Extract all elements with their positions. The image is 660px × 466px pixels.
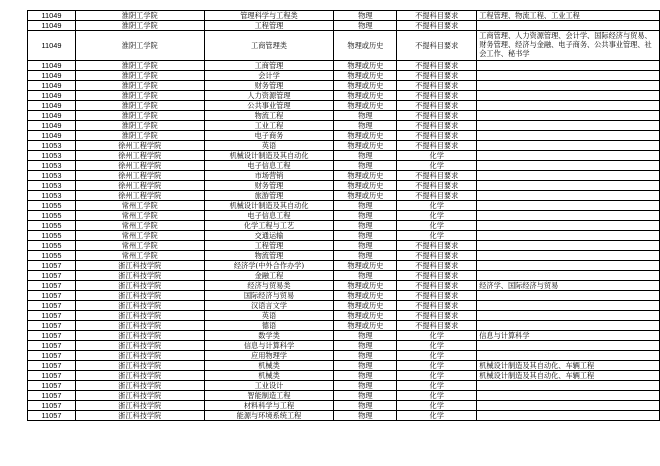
school-code-cell: 11049 [28, 121, 76, 131]
school-name-cell: 常州工学院 [75, 231, 204, 241]
table-row [28, 301, 660, 311]
school-code-cell: 11057 [28, 361, 76, 371]
school-code-cell: 11049 [28, 101, 76, 111]
major-name-cell: 物流管理 [204, 251, 334, 261]
included-majors-cell [477, 351, 660, 361]
table-row [28, 171, 660, 181]
table-row [28, 231, 660, 241]
included-majors-cell: 机械设计制造及其自动化、车辆工程 [477, 371, 660, 381]
included-majors-cell [477, 201, 660, 211]
school-code-cell: 11049 [28, 131, 76, 141]
school-code-cell: 11049 [28, 31, 76, 61]
primary-subject-cell: 物理或历史 [334, 61, 397, 71]
school-code-cell: 11057 [28, 351, 76, 361]
primary-subject-cell: 物理或历史 [334, 171, 397, 181]
school-name-cell: 浙江科技学院 [75, 371, 204, 381]
table-row [28, 211, 660, 221]
included-majors-cell [477, 151, 660, 161]
school-name-cell: 浙江科技学院 [75, 291, 204, 301]
included-majors-cell [477, 321, 660, 331]
school-name-cell: 浙江科技学院 [75, 351, 204, 361]
major-name-cell: 机械类 [204, 371, 334, 381]
school-code-cell: 11055 [28, 251, 76, 261]
included-majors-cell [477, 111, 660, 121]
major-name-cell: 智能制造工程 [204, 391, 334, 401]
major-name-cell: 德语 [204, 321, 334, 331]
primary-subject-cell: 物理或历史 [334, 321, 397, 331]
secondary-subject-cell: 不提科目要求 [397, 91, 477, 101]
major-name-cell: 金融工程 [204, 271, 334, 281]
admission-requirements-table [27, 10, 660, 421]
included-majors-cell [477, 301, 660, 311]
primary-subject-cell: 物理 [334, 121, 397, 131]
major-name-cell: 信息与计算科学 [204, 341, 334, 351]
school-name-cell: 常州工学院 [75, 211, 204, 221]
included-majors-cell [477, 311, 660, 321]
secondary-subject-cell: 化学 [397, 361, 477, 371]
included-majors-cell [477, 131, 660, 141]
included-majors-cell [477, 181, 660, 191]
school-name-cell: 浙江科技学院 [75, 281, 204, 291]
primary-subject-cell: 物理 [334, 381, 397, 391]
major-name-cell: 数学类 [204, 331, 334, 341]
included-majors-cell [477, 191, 660, 201]
school-name-cell: 浙江科技学院 [75, 321, 204, 331]
secondary-subject-cell: 不提科目要求 [397, 301, 477, 311]
secondary-subject-cell: 化学 [397, 211, 477, 221]
primary-subject-cell: 物理或历史 [334, 291, 397, 301]
primary-subject-cell: 物理 [334, 11, 397, 21]
school-name-cell: 徐州工程学院 [75, 191, 204, 201]
major-name-cell: 机械设计制造及其自动化 [204, 151, 334, 161]
secondary-subject-cell: 化学 [397, 331, 477, 341]
major-name-cell: 交通运输 [204, 231, 334, 241]
secondary-subject-cell: 不提科目要求 [397, 121, 477, 131]
school-name-cell: 淮阴工学院 [75, 71, 204, 81]
school-name-cell: 浙江科技学院 [75, 301, 204, 311]
major-name-cell: 化学工程与工艺 [204, 221, 334, 231]
secondary-subject-cell: 不提科目要求 [397, 131, 477, 141]
table-row [28, 281, 660, 291]
school-code-cell: 11057 [28, 381, 76, 391]
included-majors-cell: 机械设计制造及其自动化、车辆工程 [477, 361, 660, 371]
school-name-cell: 常州工学院 [75, 241, 204, 251]
table-row [28, 291, 660, 301]
school-code-cell: 11049 [28, 111, 76, 121]
major-name-cell: 英语 [204, 311, 334, 321]
table-row [28, 61, 660, 71]
major-name-cell: 英语 [204, 141, 334, 151]
table-row [28, 361, 660, 371]
school-code-cell: 11057 [28, 341, 76, 351]
included-majors-cell [477, 411, 660, 421]
school-code-cell: 11057 [28, 391, 76, 401]
included-majors-cell [477, 21, 660, 31]
school-code-cell: 11055 [28, 241, 76, 251]
secondary-subject-cell: 化学 [397, 371, 477, 381]
table-row [28, 271, 660, 281]
primary-subject-cell: 物理 [334, 331, 397, 341]
secondary-subject-cell: 不提科目要求 [397, 321, 477, 331]
primary-subject-cell: 物理 [334, 251, 397, 261]
table-row [28, 201, 660, 211]
school-code-cell: 11057 [28, 411, 76, 421]
primary-subject-cell: 物理或历史 [334, 301, 397, 311]
secondary-subject-cell: 化学 [397, 381, 477, 391]
school-name-cell: 浙江科技学院 [75, 331, 204, 341]
school-code-cell: 11053 [28, 151, 76, 161]
major-name-cell: 工商管理 [204, 61, 334, 71]
included-majors-cell [477, 101, 660, 111]
major-name-cell: 旅游管理 [204, 191, 334, 201]
primary-subject-cell: 物理 [334, 241, 397, 251]
school-code-cell: 11053 [28, 171, 76, 181]
secondary-subject-cell: 不提科目要求 [397, 101, 477, 111]
secondary-subject-cell: 不提科目要求 [397, 141, 477, 151]
table-row [28, 411, 660, 421]
primary-subject-cell: 物理或历史 [334, 261, 397, 271]
school-code-cell: 11057 [28, 371, 76, 381]
school-code-cell: 11055 [28, 211, 76, 221]
secondary-subject-cell: 化学 [397, 201, 477, 211]
table-row [28, 21, 660, 31]
major-name-cell: 财务管理 [204, 81, 334, 91]
primary-subject-cell: 物理 [334, 271, 397, 281]
school-name-cell: 淮阴工学院 [75, 31, 204, 61]
major-name-cell: 市场营销 [204, 171, 334, 181]
table-row [28, 221, 660, 231]
secondary-subject-cell: 不提科目要求 [397, 61, 477, 71]
table-row [28, 401, 660, 411]
school-code-cell: 11057 [28, 291, 76, 301]
secondary-subject-cell: 不提科目要求 [397, 181, 477, 191]
secondary-subject-cell: 不提科目要求 [397, 311, 477, 321]
primary-subject-cell: 物理 [334, 411, 397, 421]
major-name-cell: 国际经济与贸易 [204, 291, 334, 301]
primary-subject-cell: 物理 [334, 351, 397, 361]
table-row [28, 81, 660, 91]
school-name-cell: 淮阴工学院 [75, 101, 204, 111]
secondary-subject-cell: 不提科目要求 [397, 261, 477, 271]
included-majors-cell: 工程管理、物流工程、工业工程 [477, 11, 660, 21]
table-row [28, 391, 660, 401]
school-name-cell: 淮阴工学院 [75, 11, 204, 21]
included-majors-cell [477, 161, 660, 171]
table-row [28, 101, 660, 111]
major-name-cell: 机械类 [204, 361, 334, 371]
table-row [28, 31, 660, 61]
school-name-cell: 徐州工程学院 [75, 171, 204, 181]
major-name-cell: 管理科学与工程类 [204, 11, 334, 21]
school-name-cell: 常州工学院 [75, 251, 204, 261]
table-row [28, 71, 660, 81]
major-name-cell: 材料科学与工程 [204, 401, 334, 411]
included-majors-cell [477, 291, 660, 301]
school-name-cell: 徐州工程学院 [75, 181, 204, 191]
secondary-subject-cell: 化学 [397, 341, 477, 351]
secondary-subject-cell: 化学 [397, 231, 477, 241]
major-name-cell: 工业设计 [204, 381, 334, 391]
secondary-subject-cell: 化学 [397, 161, 477, 171]
school-name-cell: 淮阴工学院 [75, 61, 204, 71]
school-code-cell: 11049 [28, 71, 76, 81]
school-code-cell: 11057 [28, 331, 76, 341]
secondary-subject-cell: 不提科目要求 [397, 251, 477, 261]
primary-subject-cell: 物理或历史 [334, 311, 397, 321]
primary-subject-cell: 物理 [334, 341, 397, 351]
secondary-subject-cell: 不提科目要求 [397, 31, 477, 61]
primary-subject-cell: 物理 [334, 401, 397, 411]
school-name-cell: 淮阴工学院 [75, 91, 204, 101]
school-code-cell: 11057 [28, 321, 76, 331]
secondary-subject-cell: 化学 [397, 401, 477, 411]
table-row [28, 241, 660, 251]
primary-subject-cell: 物理 [334, 201, 397, 211]
school-name-cell: 浙江科技学院 [75, 381, 204, 391]
secondary-subject-cell: 不提科目要求 [397, 21, 477, 31]
school-name-cell: 浙江科技学院 [75, 341, 204, 351]
table-row [28, 371, 660, 381]
table-row [28, 141, 660, 151]
primary-subject-cell: 物理或历史 [334, 71, 397, 81]
table-row [28, 91, 660, 101]
major-name-cell: 工商管理类 [204, 31, 334, 61]
secondary-subject-cell: 不提科目要求 [397, 171, 477, 181]
major-name-cell: 电子信息工程 [204, 161, 334, 171]
table-row [28, 381, 660, 391]
school-code-cell: 11055 [28, 231, 76, 241]
primary-subject-cell: 物理 [334, 221, 397, 231]
school-code-cell: 11049 [28, 11, 76, 21]
school-code-cell: 11057 [28, 271, 76, 281]
primary-subject-cell: 物理或历史 [334, 81, 397, 91]
primary-subject-cell: 物理 [334, 211, 397, 221]
school-code-cell: 11057 [28, 401, 76, 411]
school-name-cell: 常州工学院 [75, 221, 204, 231]
school-name-cell: 浙江科技学院 [75, 311, 204, 321]
included-majors-cell [477, 121, 660, 131]
included-majors-cell [477, 71, 660, 81]
primary-subject-cell: 物理或历史 [334, 181, 397, 191]
school-name-cell: 淮阴工学院 [75, 131, 204, 141]
primary-subject-cell: 物理或历史 [334, 131, 397, 141]
school-code-cell: 11057 [28, 311, 76, 321]
school-name-cell: 浙江科技学院 [75, 271, 204, 281]
table-row [28, 191, 660, 201]
major-name-cell: 电子商务 [204, 131, 334, 141]
school-code-cell: 11053 [28, 191, 76, 201]
table-row [28, 151, 660, 161]
school-name-cell: 浙江科技学院 [75, 361, 204, 371]
primary-subject-cell: 物理 [334, 151, 397, 161]
primary-subject-cell: 物理或历史 [334, 281, 397, 291]
school-name-cell: 常州工学院 [75, 201, 204, 211]
primary-subject-cell: 物理或历史 [334, 191, 397, 201]
primary-subject-cell: 物理或历史 [334, 101, 397, 111]
school-code-cell: 11057 [28, 281, 76, 291]
school-code-cell: 11049 [28, 21, 76, 31]
secondary-subject-cell: 化学 [397, 351, 477, 361]
primary-subject-cell: 物理 [334, 111, 397, 121]
major-name-cell: 应用物理学 [204, 351, 334, 361]
major-name-cell: 机械设计制造及其自动化 [204, 201, 334, 211]
table-row [28, 121, 660, 131]
school-name-cell: 淮阴工学院 [75, 21, 204, 31]
included-majors-cell [477, 251, 660, 261]
included-majors-cell [477, 241, 660, 251]
secondary-subject-cell: 不提科目要求 [397, 281, 477, 291]
table-row [28, 261, 660, 271]
school-name-cell: 徐州工程学院 [75, 151, 204, 161]
secondary-subject-cell: 化学 [397, 411, 477, 421]
included-majors-cell: 经济学、国际经济与贸易 [477, 281, 660, 291]
school-code-cell: 11049 [28, 61, 76, 71]
secondary-subject-cell: 不提科目要求 [397, 191, 477, 201]
included-majors-cell [477, 221, 660, 231]
secondary-subject-cell: 化学 [397, 391, 477, 401]
table-row [28, 11, 660, 21]
secondary-subject-cell: 不提科目要求 [397, 241, 477, 251]
school-name-cell: 浙江科技学院 [75, 261, 204, 271]
school-name-cell: 淮阴工学院 [75, 121, 204, 131]
major-name-cell: 财务管理 [204, 181, 334, 191]
school-code-cell: 11053 [28, 181, 76, 191]
school-name-cell: 浙江科技学院 [75, 391, 204, 401]
school-code-cell: 11053 [28, 141, 76, 151]
major-name-cell: 汉语言文学 [204, 301, 334, 311]
school-code-cell: 11055 [28, 221, 76, 231]
school-code-cell: 11049 [28, 91, 76, 101]
included-majors-cell [477, 81, 660, 91]
table-row [28, 131, 660, 141]
included-majors-cell [477, 91, 660, 101]
secondary-subject-cell: 不提科目要求 [397, 81, 477, 91]
primary-subject-cell: 物理或历史 [334, 141, 397, 151]
included-majors-cell: 信息与计算科学 [477, 331, 660, 341]
school-code-cell: 11057 [28, 261, 76, 271]
major-name-cell: 工业工程 [204, 121, 334, 131]
secondary-subject-cell: 不提科目要求 [397, 291, 477, 301]
major-name-cell: 电子信息工程 [204, 211, 334, 221]
school-code-cell: 11055 [28, 201, 76, 211]
secondary-subject-cell: 不提科目要求 [397, 111, 477, 121]
primary-subject-cell: 物理 [334, 371, 397, 381]
school-name-cell: 浙江科技学院 [75, 401, 204, 411]
major-name-cell: 经济学(中外合作办学) [204, 261, 334, 271]
included-majors-cell [477, 381, 660, 391]
secondary-subject-cell: 不提科目要求 [397, 71, 477, 81]
major-name-cell: 经济与贸易类 [204, 281, 334, 291]
table-row [28, 161, 660, 171]
major-name-cell: 会计学 [204, 71, 334, 81]
included-majors-cell [477, 211, 660, 221]
secondary-subject-cell: 化学 [397, 221, 477, 231]
primary-subject-cell: 物理 [334, 361, 397, 371]
included-majors-cell [477, 171, 660, 181]
table-row [28, 321, 660, 331]
primary-subject-cell: 物理 [334, 391, 397, 401]
included-majors-cell [477, 61, 660, 71]
primary-subject-cell: 物理或历史 [334, 91, 397, 101]
school-name-cell: 徐州工程学院 [75, 161, 204, 171]
included-majors-cell [477, 341, 660, 351]
included-majors-cell [477, 261, 660, 271]
major-name-cell: 工程管理 [204, 241, 334, 251]
table-row [28, 251, 660, 261]
table-row [28, 351, 660, 361]
secondary-subject-cell: 化学 [397, 151, 477, 161]
included-majors-cell [477, 141, 660, 151]
secondary-subject-cell: 不提科目要求 [397, 271, 477, 281]
primary-subject-cell: 物理 [334, 21, 397, 31]
school-name-cell: 徐州工程学院 [75, 141, 204, 151]
school-code-cell: 11049 [28, 81, 76, 91]
major-name-cell: 物流工程 [204, 111, 334, 121]
included-majors-cell [477, 271, 660, 281]
table-row [28, 311, 660, 321]
included-majors-cell [477, 401, 660, 411]
table-row [28, 331, 660, 341]
school-code-cell: 11053 [28, 161, 76, 171]
included-majors-cell [477, 231, 660, 241]
major-name-cell: 人力资源管理 [204, 91, 334, 101]
included-majors-cell: 工商管理、人力资源管理、会计学、国际经济与贸易、财务管理、经济与金融、电子商务、公共事业管理、社会工作、秘书学 [477, 31, 660, 61]
table-row [28, 111, 660, 121]
school-name-cell: 浙江科技学院 [75, 411, 204, 421]
primary-subject-cell: 物理 [334, 161, 397, 171]
primary-subject-cell: 物理或历史 [334, 31, 397, 61]
school-code-cell: 11057 [28, 301, 76, 311]
table-row [28, 181, 660, 191]
major-name-cell: 能源与环境系统工程 [204, 411, 334, 421]
major-name-cell: 工程管理 [204, 21, 334, 31]
major-name-cell: 公共事业管理 [204, 101, 334, 111]
included-majors-cell [477, 391, 660, 401]
primary-subject-cell: 物理 [334, 231, 397, 241]
secondary-subject-cell: 不提科目要求 [397, 11, 477, 21]
school-name-cell: 淮阴工学院 [75, 111, 204, 121]
school-name-cell: 淮阴工学院 [75, 81, 204, 91]
table-row [28, 341, 660, 351]
table-body [28, 11, 660, 421]
